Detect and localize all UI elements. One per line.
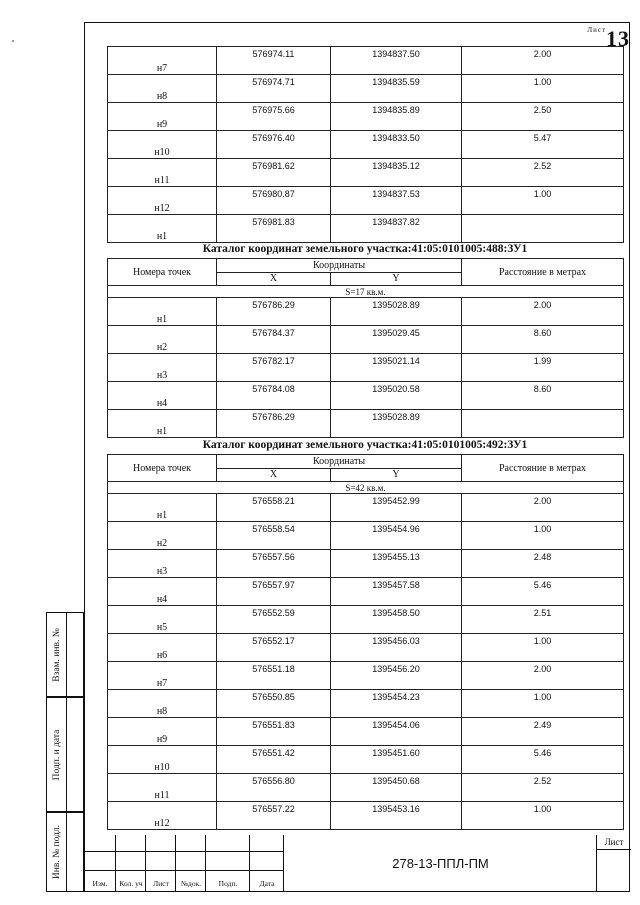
- stamp-cell: [84, 835, 116, 852]
- distance-value: 1.00: [462, 522, 624, 550]
- x-value: 576552.59: [217, 606, 331, 634]
- x-value: 576782.17: [217, 354, 331, 382]
- y-value: 1394837.53: [331, 187, 462, 215]
- distance-value: 2.00: [462, 298, 624, 326]
- point-label: н2: [108, 326, 217, 354]
- y-value: 1394837.50: [331, 47, 462, 75]
- y-value: 1395450.68: [331, 774, 462, 802]
- table-row: [108, 159, 624, 187]
- stamp-col-label: Изм.: [92, 879, 108, 888]
- point-label: н3: [108, 354, 217, 382]
- distance-value: [462, 215, 624, 243]
- table-row: [108, 690, 624, 718]
- distance-value: 1.00: [462, 690, 624, 718]
- side-stamp-inv-podl: [46, 812, 84, 892]
- x-value: 576551.18: [217, 662, 331, 690]
- distance-value: 1.00: [462, 187, 624, 215]
- x-value: 576552.17: [217, 634, 331, 662]
- stamp-cell: [176, 871, 206, 892]
- stamp-cell: [116, 835, 146, 852]
- point-label: н9: [108, 718, 217, 746]
- y-value: 1395454.23: [331, 690, 462, 718]
- distance-value: 5.47: [462, 131, 624, 159]
- distance-value: 2.00: [462, 662, 624, 690]
- x-value: 576556.80: [217, 774, 331, 802]
- distance-value: 2.00: [462, 494, 624, 522]
- stamp-col-label: Дата: [259, 879, 275, 888]
- header-points: Номера точек: [108, 259, 217, 286]
- table-row: [108, 47, 624, 75]
- y-value: 1395028.89: [331, 298, 462, 326]
- point-label: н10: [108, 746, 217, 774]
- x-value: 576784.08: [217, 382, 331, 410]
- table-row: [108, 382, 624, 410]
- y-value: 1395454.06: [331, 718, 462, 746]
- stamp-cell: [206, 852, 250, 871]
- catalog-title-492: Каталог координат земельного участка:41:05:0101005:492:ЗУ1: [202, 439, 528, 451]
- distance-value: [462, 410, 624, 438]
- y-value: 1395028.89: [331, 410, 462, 438]
- stamp-cell: [146, 871, 176, 892]
- side-label-sign-date: Подп. и дата: [52, 729, 62, 780]
- distance-value: 2.52: [462, 159, 624, 187]
- x-value: 576975.66: [217, 103, 331, 131]
- coordinate-table-488: [107, 258, 624, 438]
- table-row: [108, 718, 624, 746]
- x-value: 576557.97: [217, 578, 331, 606]
- stamp-cell: [176, 852, 206, 871]
- stamp-col-label: Подп.: [218, 879, 238, 888]
- table-row: [108, 746, 624, 774]
- table-row: [108, 522, 624, 550]
- point-label: н2: [108, 522, 217, 550]
- table-row: [108, 578, 624, 606]
- side-stamp-inv-zam: [46, 612, 84, 697]
- x-value: 576557.22: [217, 802, 331, 830]
- x-value: 576786.29: [217, 298, 331, 326]
- header-points: Номера точек: [108, 455, 217, 482]
- y-value: 1395451.60: [331, 746, 462, 774]
- table-row: [108, 410, 624, 438]
- header-distance: Расстояние в метрах: [462, 455, 624, 482]
- side-label-inv-zam: Взам. инв. №: [52, 627, 62, 682]
- table-row: [108, 298, 624, 326]
- side-label-cell: [47, 698, 67, 811]
- y-value: 1395456.20: [331, 662, 462, 690]
- table-row: [108, 802, 624, 830]
- y-value: 1395455.13: [331, 550, 462, 578]
- stamp-cell: [250, 871, 284, 892]
- stamp-cell: [84, 871, 116, 892]
- point-label: н1: [108, 215, 217, 243]
- table-row: [108, 494, 624, 522]
- area-492: S=42 кв.м.: [108, 482, 624, 494]
- x-value: 576976.40: [217, 131, 331, 159]
- stamp-cell: [146, 852, 176, 871]
- table-row: [108, 354, 624, 382]
- y-value: 1395021.14: [331, 354, 462, 382]
- side-label-cell: [47, 813, 67, 891]
- point-label: н4: [108, 382, 217, 410]
- sheet-box: [596, 835, 630, 892]
- y-value: 1395456.03: [331, 634, 462, 662]
- point-label: н12: [108, 802, 217, 830]
- revision-grid: [84, 835, 284, 892]
- table-row: [108, 103, 624, 131]
- point-label: н8: [108, 690, 217, 718]
- point-label: н8: [108, 75, 217, 103]
- stamp-col-label: №док.: [180, 879, 202, 888]
- y-value: 1395020.58: [331, 382, 462, 410]
- x-value: 576550.85: [217, 690, 331, 718]
- point-label: н5: [108, 606, 217, 634]
- point-label: н1: [108, 494, 217, 522]
- point-label: н7: [108, 662, 217, 690]
- distance-value: 8.60: [462, 326, 624, 354]
- distance-value: 2.49: [462, 718, 624, 746]
- y-value: 1394837.82: [331, 215, 462, 243]
- stamp-col-label: Лист: [153, 879, 169, 888]
- stamp-cell: [250, 835, 284, 852]
- area-488: S=17 кв.м.: [108, 286, 624, 298]
- x-value: 576558.21: [217, 494, 331, 522]
- y-value: 1395452.99: [331, 494, 462, 522]
- y-value: 1395458.50: [331, 606, 462, 634]
- x-value: 576981.62: [217, 159, 331, 187]
- point-label: н6: [108, 634, 217, 662]
- stamp-cell: [206, 835, 250, 852]
- point-label: н11: [108, 159, 217, 187]
- distance-value: 8.60: [462, 382, 624, 410]
- header-coords: Координаты: [217, 455, 462, 469]
- table-row: [108, 131, 624, 159]
- header-x: X: [217, 272, 331, 286]
- distance-value: 1.00: [462, 75, 624, 103]
- distance-value: 1.00: [462, 634, 624, 662]
- scan-speck: [12, 40, 14, 42]
- y-value: 1395457.58: [331, 578, 462, 606]
- sheet-number-value: 13: [606, 26, 630, 51]
- y-value: 1394835.59: [331, 75, 462, 103]
- catalog-title-488: Каталог координат земельного участка:41:05:0101005:488:ЗУ1: [202, 243, 528, 255]
- point-label: н1: [108, 298, 217, 326]
- x-value: 576980.87: [217, 187, 331, 215]
- point-label: н1: [108, 410, 217, 438]
- y-value: 1395453.16: [331, 802, 462, 830]
- sheet-label: Лист: [587, 26, 606, 34]
- stamp-cell: [116, 852, 146, 871]
- stamp-cell: [250, 852, 284, 871]
- table-row: [108, 187, 624, 215]
- document-code: 278-13-ППЛ-ПМ: [392, 856, 489, 871]
- y-value: 1395454.96: [331, 522, 462, 550]
- side-label-inv-podl: Инв. № подл.: [52, 824, 62, 880]
- distance-value: 1.99: [462, 354, 624, 382]
- y-value: 1394835.89: [331, 103, 462, 131]
- distance-value: 2.50: [462, 103, 624, 131]
- y-value: 1395029.45: [331, 326, 462, 354]
- table-row: [108, 215, 624, 243]
- distance-value: 1.00: [462, 802, 624, 830]
- x-value: 576974.71: [217, 75, 331, 103]
- distance-value: 2.51: [462, 606, 624, 634]
- stamp-cell: [116, 871, 146, 892]
- y-value: 1394833.50: [331, 131, 462, 159]
- point-label: н9: [108, 103, 217, 131]
- stamp-cell: [206, 871, 250, 892]
- x-value: 576786.29: [217, 410, 331, 438]
- table-row: [108, 662, 624, 690]
- stamp-cell: [84, 852, 116, 871]
- point-label: н10: [108, 131, 217, 159]
- stamp-cell: [146, 835, 176, 852]
- table-row: [108, 634, 624, 662]
- x-value: 576974.11: [217, 47, 331, 75]
- x-value: 576551.42: [217, 746, 331, 774]
- x-value: 576981.83: [217, 215, 331, 243]
- side-stamp-sign-date: [46, 697, 84, 812]
- header-coords: Координаты: [217, 259, 462, 273]
- table-row: [108, 550, 624, 578]
- table-row: [108, 75, 624, 103]
- x-value: 576551.83: [217, 718, 331, 746]
- stamp-col-label: Кол. уч: [119, 879, 143, 888]
- table-row: [108, 326, 624, 354]
- y-value: 1394835.12: [331, 159, 462, 187]
- coordinate-table-492: [107, 454, 624, 830]
- point-label: н3: [108, 550, 217, 578]
- distance-value: 2.48: [462, 550, 624, 578]
- x-value: 576784.37: [217, 326, 331, 354]
- point-label: н12: [108, 187, 217, 215]
- distance-value: 5.46: [462, 578, 624, 606]
- stamp-cell: [176, 835, 206, 852]
- header-distance: Расстояние в метрах: [462, 259, 624, 286]
- table-row: [108, 606, 624, 634]
- side-label-cell: [47, 613, 67, 696]
- header-y: Y: [331, 468, 462, 482]
- distance-value: 2.52: [462, 774, 624, 802]
- point-label: н7: [108, 47, 217, 75]
- distance-value: 2.00: [462, 47, 624, 75]
- header-y: Y: [331, 272, 462, 286]
- table-row: [108, 774, 624, 802]
- point-label: н11: [108, 774, 217, 802]
- header-x: X: [217, 468, 331, 482]
- distance-value: 5.46: [462, 746, 624, 774]
- coordinate-table-continuation: [107, 46, 624, 243]
- x-value: 576557.56: [217, 550, 331, 578]
- x-value: 576558.54: [217, 522, 331, 550]
- sheet-box-label: Лист: [597, 835, 631, 850]
- point-label: н4: [108, 578, 217, 606]
